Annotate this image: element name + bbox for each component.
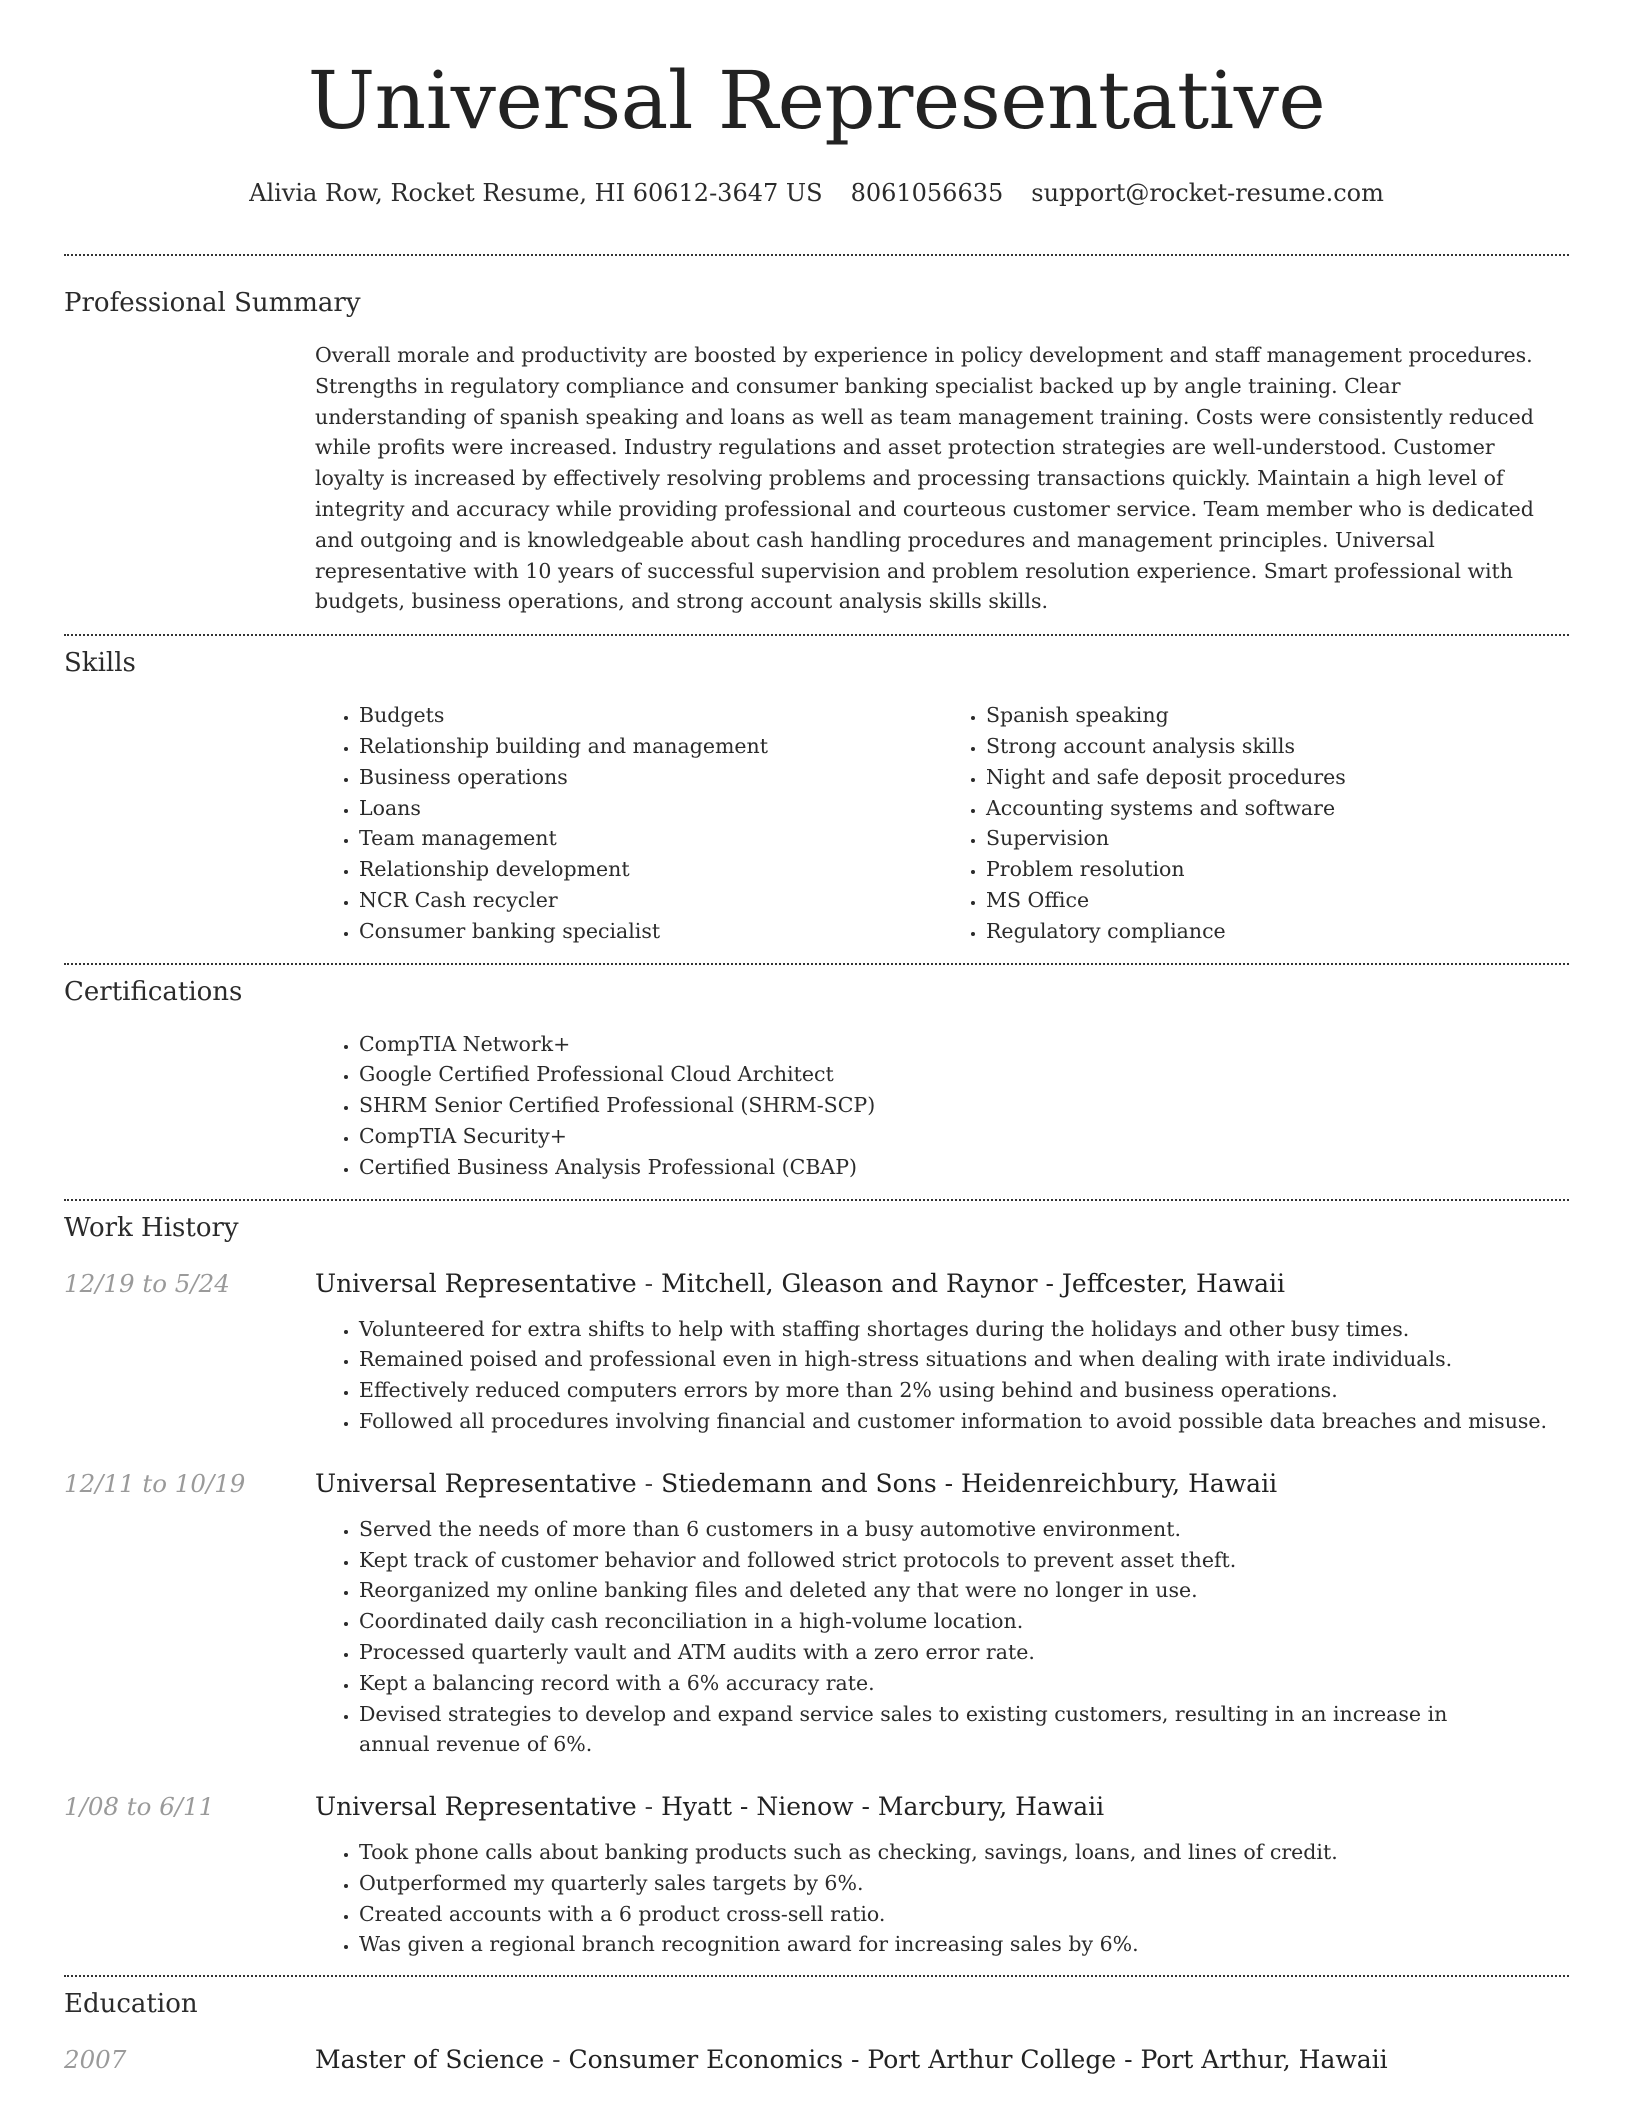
job-bullets <box>315 1514 1509 1760</box>
summary-text: Overall morale and productivity are boosted by experience in policy development and staff management procedures. Strengths in regulatory compliance and consumer banking specialist backed up by angle training. Clear understanding of spanish speaking and loans as well as team management training. Costs were consistently reduced while profits were increased. Industry regulations and asset protection strategies are well-understood. Customer loyalty is increased by effectively resolving problems and processing transactions quickly. Maintain a high level of integrity and accuracy while providing professional and courteous customer service. Team member who is dedicated and outgoing and is knowledgeable about cash handling procedures and management principles. Universal representative with 10 years of successful supervision and problem resolution experience. Smart professional with budgets, business operations, and strong account analysis skills skills. <box>315 343 1534 614</box>
list-item: • Google Certified Professional Cloud Architect <box>359 1059 1569 1090</box>
job-dates: 1/08 to 6/11 <box>64 1792 215 1822</box>
job-entry <box>64 1267 1569 1437</box>
contact-email: support@rocket-resume.com <box>1031 179 1384 207</box>
list-item: • Kept track of customer behavior and followed strict protocols to prevent asset theft. <box>359 1545 1509 1576</box>
education-entry <box>64 2043 1569 2077</box>
list-item: • Outperformed my quarterly sales targets by 6%. <box>359 1868 1569 1899</box>
certifications-divider <box>64 1199 1569 1201</box>
contact-line <box>64 176 1569 210</box>
list-item: • Kept a balancing record with a 6% accuracy rate. <box>359 1668 1509 1699</box>
list-item: • Coordinated daily cash reconciliation in a high-volume location. <box>359 1606 1509 1637</box>
summary-heading: Professional Summary <box>64 288 361 318</box>
work-history-section <box>64 1211 1569 1961</box>
list-item: • Relationship building and management <box>359 731 942 762</box>
list-item: • CompTIA Security+ <box>359 1121 1569 1152</box>
job-details: Stiedemann and Sons - Heidenreichbury, Hawaii <box>661 1468 1278 1498</box>
job-details: Mitchell, Gleason and Raynor - Jeffcester, Hawaii <box>661 1268 1286 1298</box>
summary-section <box>64 286 1569 617</box>
list-item: • Night and safe deposit procedures <box>986 762 1569 793</box>
certifications-list <box>315 1029 1569 1183</box>
list-item: • Processed quarterly vault and ATM audits with a zero error rate. <box>359 1637 1509 1668</box>
list-item: • Remained poised and professional even in high-stress situations and when dealing with irate individuals. <box>359 1344 1569 1375</box>
skills-columns <box>315 700 1569 946</box>
education-degree: Master of Science <box>315 2045 545 2075</box>
education-section <box>64 1987 1569 2077</box>
list-item: • Was given a regional branch recognition award for increasing sales by 6%. <box>359 1929 1569 1960</box>
list-item: • Reorganized my online banking files and deleted any that were no longer in use. <box>359 1575 1509 1606</box>
list-item: • Spanish speaking <box>986 700 1569 731</box>
list-item: • NCR Cash recycler <box>359 885 942 916</box>
resume-page <box>64 0 1569 2077</box>
job-bullets <box>315 1837 1569 1960</box>
resume-name: Universal Representative <box>307 54 1326 147</box>
job-role: Universal Representative <box>315 1468 637 1498</box>
job-entry <box>64 1467 1569 1760</box>
job-dates: 12/11 to 10/19 <box>64 1468 246 1498</box>
list-item: • Strong account analysis skills <box>986 731 1569 762</box>
job-role: Universal Representative <box>315 1268 637 1298</box>
list-item: • Accounting systems and software <box>986 793 1569 824</box>
job-role: Universal Representative <box>315 1792 637 1822</box>
education-details: Consumer Economics - Port Arthur College - Port Arthur, Hawaii <box>568 2045 1388 2075</box>
skills-list-left <box>315 700 942 946</box>
list-item: • Certified Business Analysis Professional (CBAP) <box>359 1152 1569 1183</box>
list-item: • MS Office <box>986 885 1569 916</box>
list-item: • Consumer banking specialist <box>359 916 942 947</box>
certifications-heading: Certifications <box>64 976 243 1007</box>
education-title: Master of Science - Consumer Economics - Port Arthur College - Port Arthur, Hawaii <box>315 2045 1388 2075</box>
job-dates: 12/19 to 5/24 <box>64 1268 230 1298</box>
skills-list-right <box>942 700 1569 946</box>
list-item: • Devised strategies to develop and expand service sales to existing customers, resulting in an increase in annual revenue of 6%. <box>359 1699 1509 1761</box>
contact-address: Alivia Row, Rocket Resume, HI 60612-3647 US <box>249 179 823 207</box>
skills-heading: Skills <box>64 648 136 679</box>
list-item: • Relationship development <box>359 854 942 885</box>
job-title: Universal Representative - Hyatt - Nienow - Marcbury, Hawaii <box>315 1792 1105 1822</box>
list-item: • Followed all procedures involving financial and customer information to avoid possible data breaches and misuse. <box>359 1406 1569 1437</box>
list-item: • Effectively reduced computers errors by more than 2% using behind and business operations. <box>359 1375 1569 1406</box>
work-history-heading: Work History <box>64 1212 239 1243</box>
job-title: Universal Representative - Stiedemann and Sons - Heidenreichbury, Hawaii <box>315 1468 1278 1498</box>
skills-section <box>64 646 1569 946</box>
list-item: • Team management <box>359 823 942 854</box>
job-entry <box>64 1790 1569 1960</box>
list-item: • SHRM Senior Certified Professional (SHRM-SCP) <box>359 1090 1569 1121</box>
list-item: • Volunteered for extra shifts to help with staffing shortages during the holidays and other busy times. <box>359 1314 1569 1345</box>
job-bullets <box>315 1314 1569 1437</box>
education-heading: Education <box>64 1989 198 2020</box>
job-details: Hyatt - Nienow - Marcbury, Hawaii <box>661 1792 1105 1822</box>
contact-phone: 8061056635 <box>850 179 1004 207</box>
list-item: • Budgets <box>359 700 942 731</box>
list-item: • Served the needs of more than 6 customers in a busy automotive environment. <box>359 1514 1509 1545</box>
education-dates: 2007 <box>64 2045 127 2075</box>
list-item: • Business operations <box>359 762 942 793</box>
list-item: • Took phone calls about banking products such as checking, savings, loans, and lines of credit. <box>359 1837 1569 1868</box>
list-item: • Created accounts with a 6 product cross-sell ratio. <box>359 1899 1569 1930</box>
skills-divider <box>64 963 1569 965</box>
job-title: Universal Representative - Mitchell, Gleason and Raynor - Jeffcester, Hawaii <box>315 1268 1286 1298</box>
certifications-section <box>64 975 1569 1183</box>
list-item: • Regulatory compliance <box>986 916 1569 947</box>
list-item: • Loans <box>359 793 942 824</box>
header-divider <box>64 254 1569 256</box>
certifications-block <box>315 1029 1569 1183</box>
list-item: • Problem resolution <box>986 854 1569 885</box>
list-item: • Supervision <box>986 823 1569 854</box>
work-history-divider <box>64 1975 1569 1977</box>
list-item: • CompTIA Network+ <box>359 1029 1569 1060</box>
summary-divider <box>64 634 1569 636</box>
